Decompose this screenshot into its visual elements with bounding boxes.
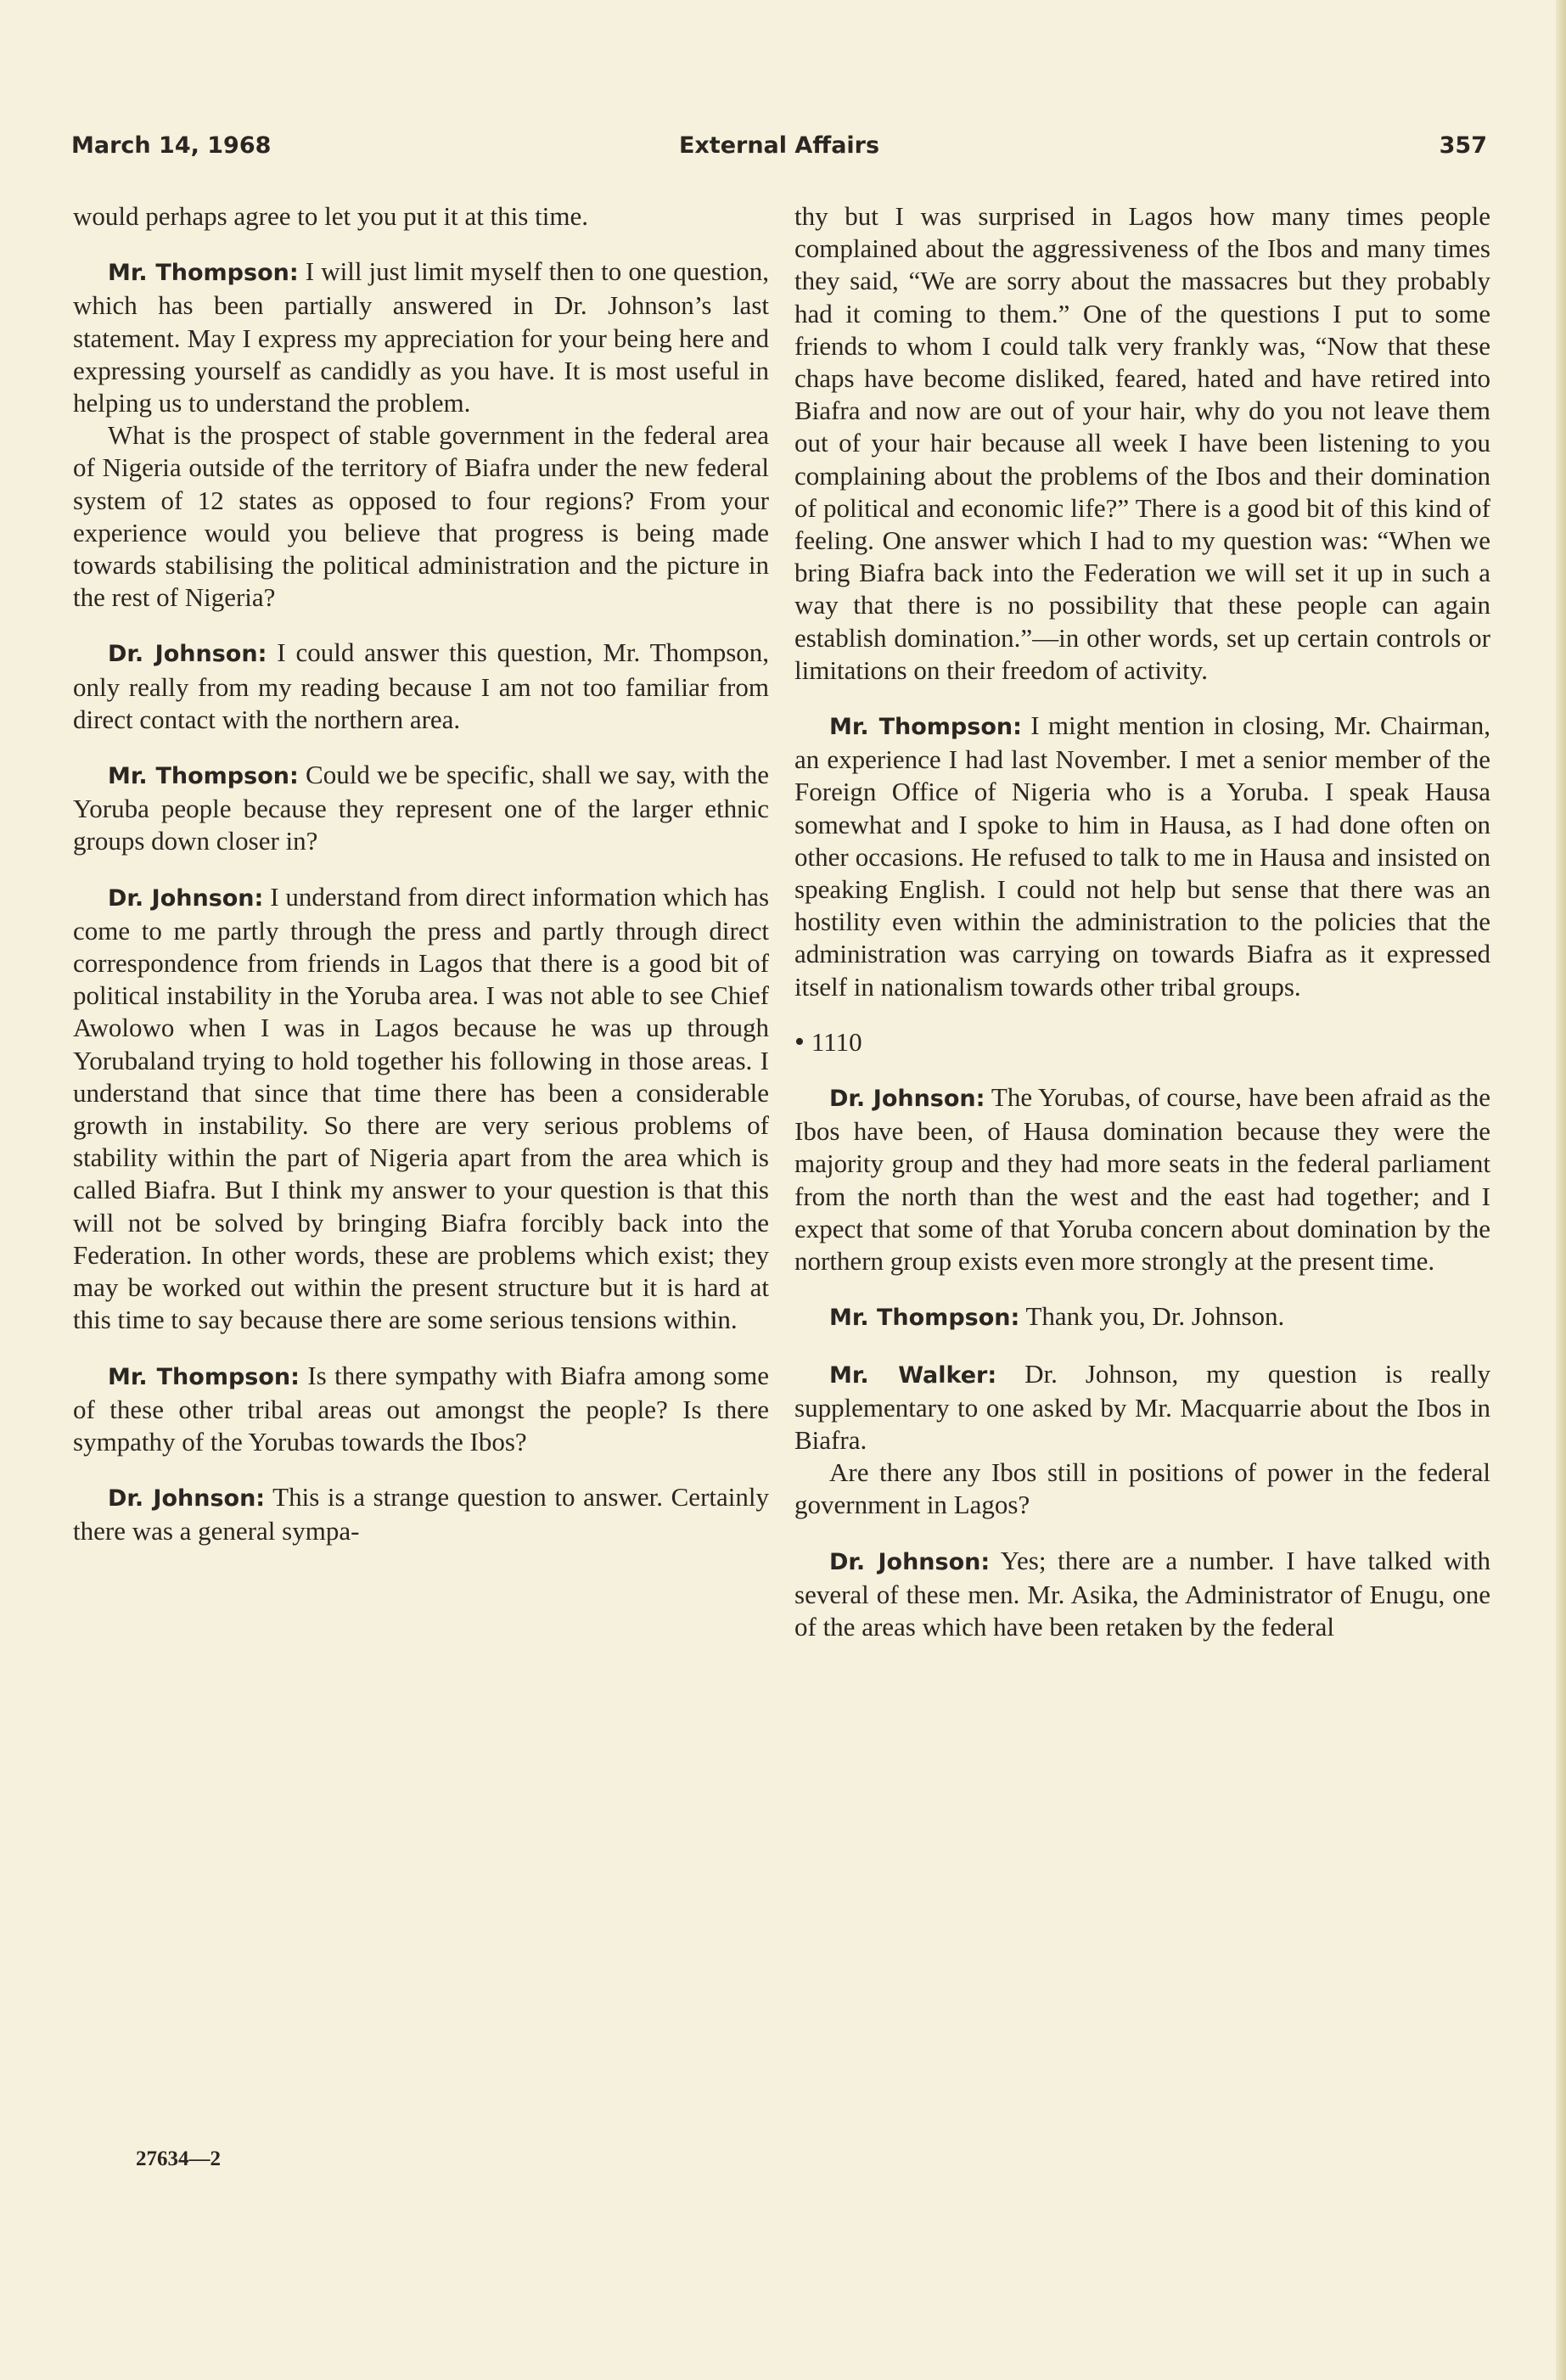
- paragraph: [794, 1457, 1490, 1521]
- paragraph: [794, 1081, 1490, 1277]
- paragraph: [794, 1358, 1490, 1457]
- speaker-name: Mr. Thompson:: [108, 1363, 300, 1390]
- paragraph-text: I understand from direct information which has come to me partly through the press and partly through direct correspondence from friends in Lagos that there is a good bit of political instability in the Yoruba area. I was not able to see Chief Awolowo when I was in Lagos because he was up through Yorubaland trying to hold together his following in those areas. I understand that since that time there has been a considerable growth in instability. So there are very serious problems of stability within the part of Nigeria apart from the area which is called Biafra. But I think my answer to your question is that this will not be solved by bringing Biafra forcibly back into the Federation. In other words, these are problems which exist; they may be worked out within the present structure but it is hard at this time to say because there are some serious tensions within.: [73, 881, 770, 1335]
- speaker-name: Dr. Johnson:: [108, 1485, 266, 1513]
- paragraph: [73, 759, 769, 858]
- paragraph: [73, 637, 769, 736]
- paragraph: [794, 1545, 1490, 1644]
- paragraph: [73, 255, 769, 419]
- header-date: March 14, 1968: [71, 132, 272, 159]
- speaker-name: Dr. Johnson:: [108, 641, 267, 668]
- paragraph-text: Dr. Johnson, my question is really supplementary to one asked by Mr. Macquarrie about the Ibos in Biafra.: [794, 1358, 1490, 1455]
- paragraph: [794, 1300, 1490, 1334]
- paragraph-text: I might mention in closing, Mr. Chairman, an experience I had last November. I met a senior member of the Foreign Office of Nigeria who is a Yoruba. I speak Hausa somewhat and I spoke to him in Hausa, as I had done often on other occasions. He refused to talk to me in Hausa and insisted on speaking English. I could not help but sense that there was an hostility even within the administration to the policies that the administration was carrying on towards Biafra as it expressed itself in nationalism towards other tribal groups.: [794, 710, 1490, 1002]
- paragraph: [73, 1481, 769, 1547]
- paragraph-text: Yes; there are a number. I have talked with several of these men. Mr. Asika, the Administrator of Enugu, one of the areas which have been retaken by the federal: [794, 1545, 1490, 1642]
- speaker-name: Mr. Thompson:: [829, 1305, 1020, 1332]
- paragraph-text: would perhaps agree to let you put it at this time.: [73, 201, 588, 231]
- right-column: [794, 200, 1490, 1643]
- header-page-number: 357: [1439, 132, 1487, 159]
- paragraph-text: thy but I was surprised in Lagos how many times people complained about the aggressiveness of the Ibos and many times they said, “We are sorry about the massacres but they probably had it coming to them.” One of the questions I put to some friends to whom I could talk very frankly was, “Now that these chaps have become disliked, feared, hated and have retired into Biafra and now are out of your hair, why do you not leave them out of your hair because all week I have been listening to you complaining about the problems of the Ibos and their domination of political and economic life?” There is a good bit of this kind of feeling. One answer which I had to my question was: “When we bring Biafra back into the Federation we will set it up in such a way that there is no possibility that these people can again establish domination.”—in other words, set up certain controls or limitations on their freedom of activity.: [794, 201, 1490, 685]
- paragraph-text: Are there any Ibos still in positions of power in the federal government in Lagos?: [794, 1457, 1490, 1520]
- paragraph: [73, 881, 769, 1337]
- speaker-name: Dr. Johnson:: [829, 1086, 985, 1113]
- running-header: [71, 132, 1487, 166]
- speaker-name: Mr. Thompson:: [108, 763, 299, 790]
- speaker-name: Dr. Johnson:: [108, 884, 264, 912]
- paragraph-text: This is a strange question to answer. Certainly there was a general sympa-: [73, 1482, 769, 1546]
- time-marker: [794, 1026, 1490, 1058]
- page-edge: [1556, 0, 1566, 2380]
- paragraph-text: Thank you, Dr. Johnson.: [1025, 1301, 1285, 1332]
- paragraph: [73, 419, 769, 614]
- footer-code: 27634—2: [136, 2147, 221, 2170]
- left-column: [73, 200, 769, 1548]
- paragraph: [73, 200, 769, 233]
- paragraph: [73, 1360, 769, 1459]
- paragraph-text: The Yorubas, of course, have been afraid as the Ibos have been, of Hausa domination because they were the majority group and they had more seats in the federal parliament from the north than the west and the east had together; and I expect that some of that Yoruba concern about domination by the northern group exists even more strongly at the present time.: [794, 1082, 1490, 1277]
- speaker-name: Dr. Johnson:: [829, 1548, 991, 1575]
- header-section: External Affairs: [678, 132, 880, 159]
- paragraph: [794, 710, 1490, 1003]
- paragraph-text: What is the prospect of stable government in the federal area of Nigeria outside of the territory of Biafra under the new federal system of 12 states as opposed to four regions? From your experience would you believe that progress is being made towards stabilising the political administration and the picture in the rest of Nigeria?: [73, 420, 769, 613]
- paragraph-text: Could we be specific, shall we say, with the Yoruba people because they represent one of the larger ethnic groups down closer in?: [73, 760, 770, 856]
- speaker-name: Mr. Walker:: [829, 1361, 997, 1389]
- paragraph: [794, 200, 1490, 687]
- speaker-name: Mr. Thompson:: [108, 260, 299, 287]
- paragraph-text: I could answer this question, Mr. Thompson, only really from my reading because I am not too familiar from direct contact with the northern area.: [73, 637, 770, 734]
- bullet-icon: •: [794, 1025, 805, 1058]
- paragraph-text: Is there sympathy with Biafra among some of these other tribal areas out amongst the people? Is there sympathy of the Yorubas towards the Ibos?: [73, 1360, 770, 1457]
- speaker-name: Mr. Thompson:: [829, 714, 1022, 741]
- paragraph-text: I will just limit myself then to one question, which has been partially answered in Dr. Johnson’s last statement. May I express my appreciation for your being here and expressing yourself as candidly as you have. It is most useful in helping us to understand the problem.: [73, 256, 770, 418]
- time-marker-text: 1110: [811, 1026, 862, 1057]
